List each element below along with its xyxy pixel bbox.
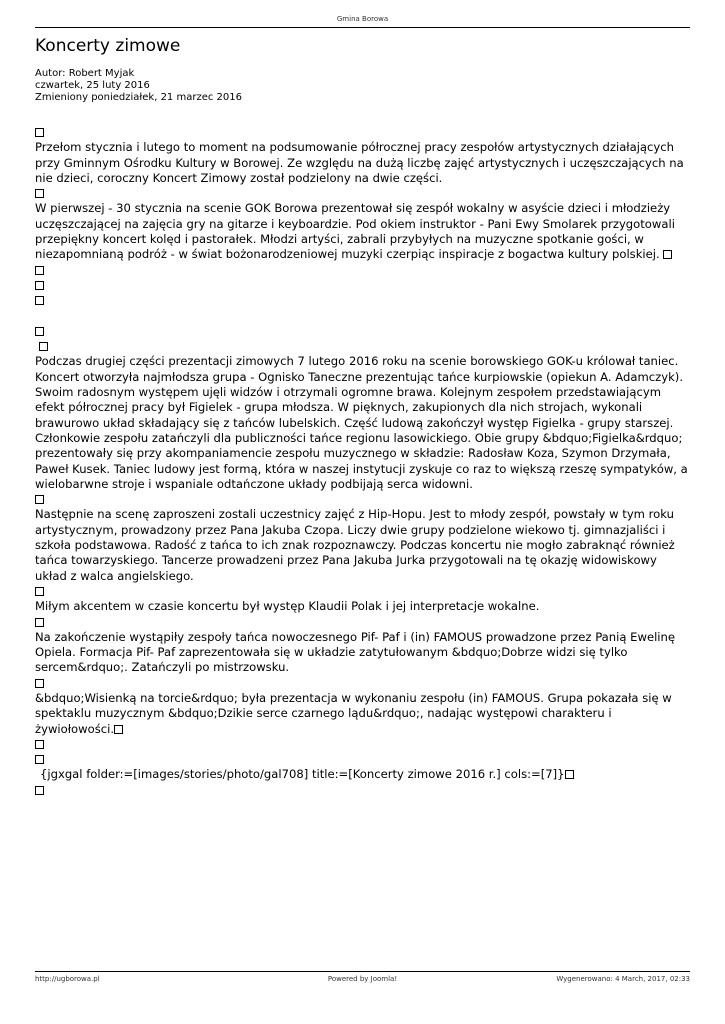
paragraph-finale: Na zakończenie wystąpiły zespoły tańca nowoczesnego Pif- Paf i (in) FAMOUS prowadzone przez Panią Ewelinę Opiela. Formacja Pif- Paf zaprezentowała się w układzie zatytułowanym &bdquo;Dobrze widzi się tylko sercem&rdquo;. Zatańczyli po mistrzowsku. xyxy=(35,629,675,675)
missing-glyph-icon xyxy=(35,189,44,198)
missing-glyph-icon xyxy=(114,725,123,734)
missing-glyph-icon xyxy=(35,618,44,627)
footer-powered-by: Powered by Joomla! xyxy=(327,975,398,983)
paragraph-vocal: Miłym akcentem w czasie koncertu był występ Klaudii Polak i jej interpretacje wokalne. xyxy=(35,599,540,614)
modified-date: Zmieniony poniedziałek, 21 marzec 2016 xyxy=(35,92,242,103)
paragraph-intro: Przełom stycznia i lutego to moment na podsumowanie półrocznej pracy zespołów artystycznych działających przy Gminnym Ośrodku Kultury w Borowej. Ze względu na dużą liczbę zajęć artystycznych i uczęszczających na nie dzieci, coroczny Koncert Zimowy został podzielony na dwie części. xyxy=(35,140,684,185)
missing-glyph-icon xyxy=(39,342,48,351)
missing-glyph-icon xyxy=(35,679,44,688)
missing-glyph-icon xyxy=(565,770,574,779)
missing-glyph-icon xyxy=(35,281,44,290)
missing-glyph-icon xyxy=(35,755,44,764)
missing-glyph-icon xyxy=(35,128,44,137)
missing-glyph-icon xyxy=(35,786,44,795)
paragraph-second-concert: Podczas drugiej części prezentacji zimowych 7 lutego 2016 roku na scenie borowskiego GOK-u królował taniec. Koncert otworzyła najmłodsza grupa - Ognisko Taneczne prezentując tańce kurpiowskie (opiekun A. Adamczyk). Swoim radosnym występem ujęli widzów i otrzymali ogromne brawa. Kolejnym zespołem przedstawiającym efekt półrocznej pracy był Figielek - grupa młodsza. W pięknych, zakupionych dla nich strojach, wykonali brawurowo układ składający się z tańców lubelskich. Część ludową zakończył występ Figielka - grupy starszej. Członkowie zespołu zatańczyli dla publiczności tańce regionu lasowickiego. Obie grupy &bdquo;Figielka&rdquo; prezentowały się przy akompaniamencie zespołu muzycznego w składzie: Radosław Koza, Szymon Drzymała, Paweł Kusek. Taniec ludowy jest formą, która w naszej instytucji zyskuje co raz to większą rzeszę sympatyków, a wielobarwne stroje i wspaniale odtańczone układy podbijają serca widowni. xyxy=(35,354,688,491)
author-line: Autor: Robert Myjak xyxy=(35,68,135,79)
article-meta xyxy=(35,68,242,104)
missing-glyph-icon xyxy=(35,327,44,336)
paragraph-hip-hop: Następnie na scenę zaproszeni zostali uczestnicy zajęć z Hip-Hopu. Jest to młody zespół, powstały w tym roku artystycznym, prowadzony przez Pana Jakuba Czopa. Liczy dwie grupy podzielone wiekowo tj. gimnazjaliści i szkoła podstawowa. Radość z tańca to ich znak rozpoznawczy. Podczas koncertu nie mogło zabraknąć również tańca towarzyskiego. Tancerze prowadzeni przez Pana Jakuba Jurka przygotowali na tę okazję widowiskowy układ z walca angielskiego. xyxy=(35,507,675,583)
missing-glyph-icon xyxy=(35,266,44,275)
missing-glyph-icon xyxy=(35,587,44,596)
article-title: Koncerty zimowe xyxy=(35,36,181,56)
missing-glyph-icon xyxy=(35,495,44,504)
footer-divider xyxy=(35,971,690,972)
paragraph-famous: &bdquo;Wisienką na torcie&rdquo; była prezentacja w wykonaniu zespołu (in) FAMOUS. Grupa pokazała się w spektaklu muzycznym &bdquo;Dzikie serce czarnego lądu&rdquo;, nadając występowi charakteru i żywiołowości. xyxy=(35,690,672,736)
paragraph-first-concert: W pierwszej - 30 stycznia na scenie GOK Borowa prezentował się zespół wokalny w asyście dzieci i młodzieży uczęszczającej na zajęcia gry na gitarze i keyboardzie. Pod okiem instruktor - Pani Ewy Smolarek przygotowali przepiękny koncert kolęd i pastorałek. Młodzi artyści, zabrali przybyłych na muzyczne spotkanie gości, w niezapomnianą podróż - w świat bożonarodzeniowej muzyki czerpiąc inspiracje z bogactwa kultury polskiej. xyxy=(35,201,675,262)
footer-url: http://ugborowa.pl xyxy=(35,975,100,983)
missing-glyph-icon xyxy=(35,296,44,305)
article-body xyxy=(35,125,690,798)
missing-glyph-icon xyxy=(35,740,44,749)
missing-glyph-icon xyxy=(663,250,672,259)
gallery-tag: {jgxgal folder:=[images/stories/photo/gal708] title:=[Koncerty zimowe 2016 r.] cols:=[7]} xyxy=(35,767,690,782)
site-header: Gmina Borowa xyxy=(336,15,389,23)
created-date: czwartek, 25 luty 2016 xyxy=(35,80,150,91)
footer-generated: Wygenerowano: 4 March, 2017, 02:33 xyxy=(556,975,690,983)
header-divider xyxy=(35,27,690,28)
